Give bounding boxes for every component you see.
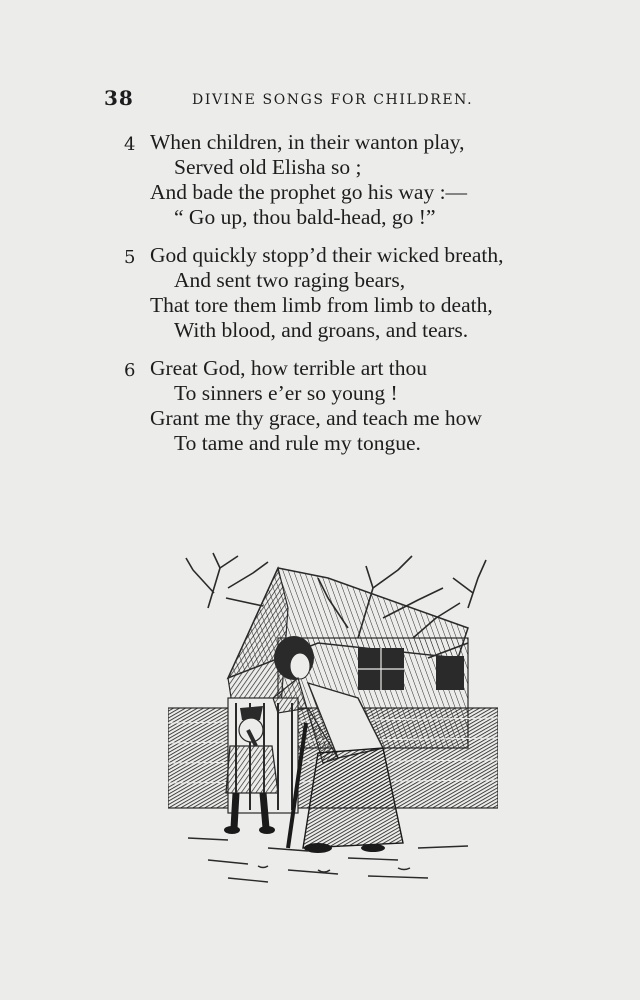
stanza (124, 243, 564, 343)
stanza (124, 130, 564, 230)
stanza-number: 6 (124, 360, 136, 381)
verse-line: God quickly stopp’d their wicked breath, (150, 243, 504, 267)
poem (124, 130, 564, 469)
verse-line: “ Go up, thou bald-head, go !” (174, 205, 436, 229)
stanza-number: 5 (124, 247, 136, 268)
running-head: DIVINE SONGS FOR CHILDREN. (192, 92, 474, 108)
verse-line: And bade the prophet go his way :— (150, 180, 468, 204)
stanza (124, 356, 564, 456)
verse-line: And sent two raging bears, (174, 268, 406, 292)
verse-line: To sinners e’er so young ! (174, 381, 398, 405)
verse-line: With blood, and groans, and tears. (174, 318, 469, 342)
verse-line: That tore them limb from limb to death, (150, 293, 493, 317)
stanza-number: 4 (124, 134, 136, 155)
verse-line: Great God, how terrible art thou (150, 356, 428, 380)
verse-line: When children, in their wanton play, (150, 130, 465, 154)
verse-line: Grant me thy grace, and teach me how (150, 406, 482, 430)
engraving-illustration (168, 548, 498, 888)
page-number: 38 (104, 86, 134, 110)
verse-line: Served old Elisha so ; (174, 155, 362, 179)
page-header (104, 86, 504, 116)
verse-line: To tame and rule my tongue. (174, 431, 421, 455)
